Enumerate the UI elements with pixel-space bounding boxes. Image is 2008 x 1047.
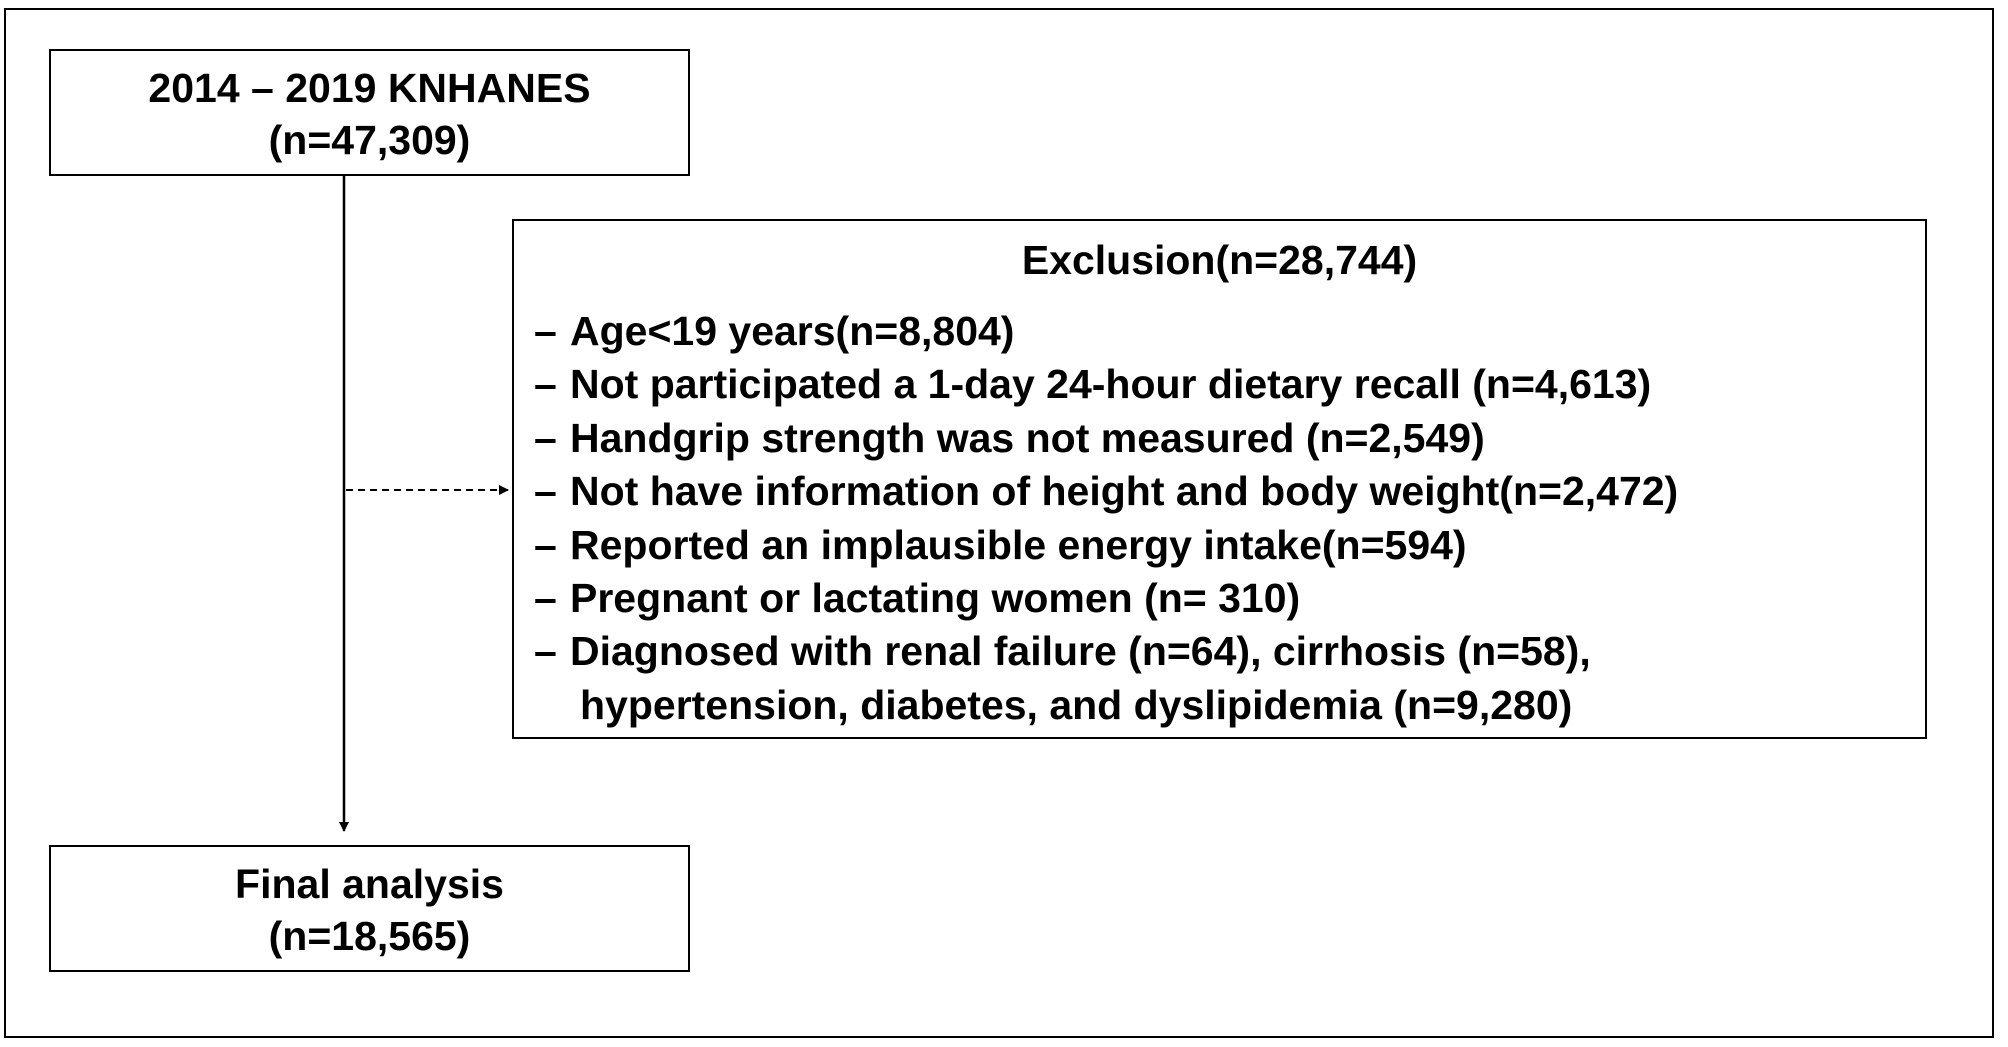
bullet-dash: – [534,575,557,622]
exclusion-item-age [534,305,1678,358]
exclusion-item-height-weight [534,465,1678,518]
exclusion-item-text: Age<19 years(n=8,804) [570,308,1015,354]
bullet-dash: – [534,521,557,568]
exclusion-item-diagnosed-continuation: hypertension, diabetes, and dyslipidemia (n=9,280) [580,681,1573,728]
exclusion-item-text: Not participated a 1-day 24-hour dietary recall (n=4,613) [570,361,1652,408]
bullet-dash: – [534,361,557,408]
exclusion-box [512,219,1927,739]
bullet-dash: – [534,308,557,354]
exclusion-item-diagnosed [534,625,1678,678]
exclusion-item-energy-intake [534,519,1678,572]
start-box-count: (n=47,309) [268,117,471,163]
exclusion-item-text: Handgrip strength was not measured (n=2,549) [570,414,1485,461]
exclusion-item-text: Reported an implausible energy intake(n=594) [570,521,1467,568]
bullet-dash: – [534,414,557,461]
exclusion-item-text: Diagnosed with renal failure (n=64), cirrhosis (n=58), [570,628,1591,675]
final-box-count: (n=18,565) [268,913,471,959]
exclusion-criteria-list [534,305,1678,732]
exclusion-item-dietary-recall [534,358,1678,411]
exclusion-item-text: Not have information of height and body weight(n=2,472) [570,468,1679,515]
start-population-box [49,49,690,176]
start-box-title: 2014 – 2019 KNHANES [148,65,591,111]
bullet-dash: – [534,468,557,515]
exclusion-title: Exclusion(n=28,744) [1021,237,1418,283]
exclusion-item-handgrip [534,412,1678,465]
exclusion-item-pregnant [534,572,1678,625]
final-analysis-box [49,845,690,972]
bullet-dash: – [534,628,557,675]
final-box-title: Final analysis [235,861,504,907]
exclusion-item-text: Pregnant or lactating women (n= 310) [570,575,1301,622]
